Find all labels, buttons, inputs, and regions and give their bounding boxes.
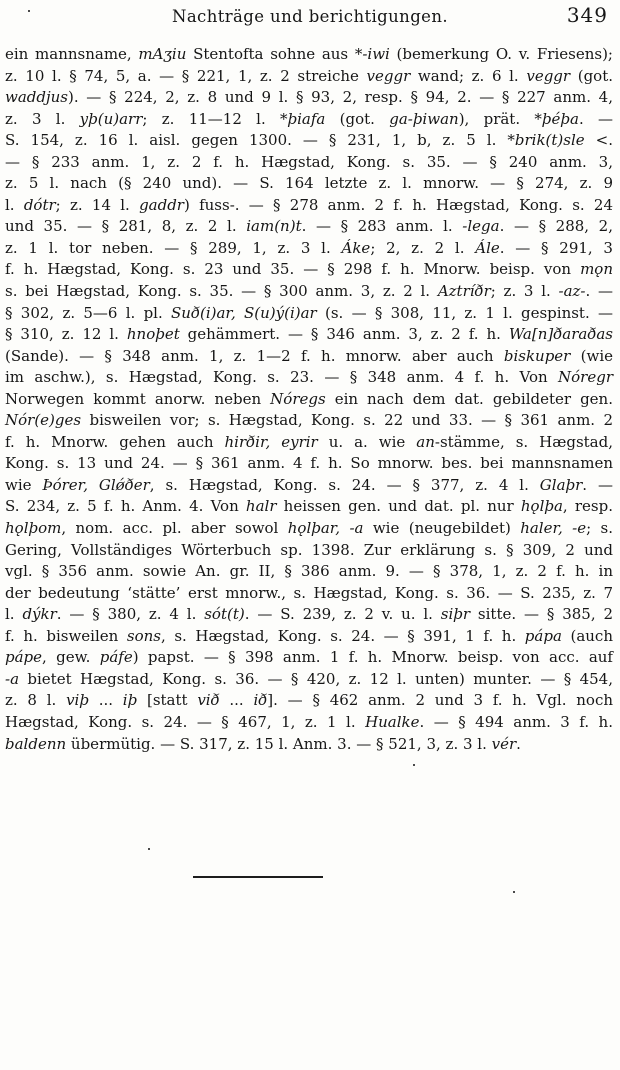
scan-speck (148, 848, 150, 850)
text-line: Hægstad, Kong. s. 24. — § 467, 1, z. 1 l. Hualke. — § 494 anm. 3 f. h. (5, 712, 613, 731)
text-line: im aschw.), s. Hægstad, Kong. s. 23. — § 348 anm. 4 f. h. Von Nóregr (5, 368, 613, 387)
text-line: z. 10 l. § 74, 5, a. — § 221, 1, z. 2 streiche veggr wand; z. 6 l. veggr (got. (5, 66, 613, 85)
text-line: l. dótr; z. 14 l. gaddr) fuss-. — § 278 anm. 2 f. h. Hægstad, Kong. s. 24 (5, 195, 614, 214)
text-line: (Sande). — § 348 anm. 1, z. 1—2 f. h. mnorw. aber auch biskuper (wie (5, 346, 614, 365)
text-line: f. h. Mnorw. gehen auch hirðir, eyrir u. a. wie an-stämme, s. Hægstad, (5, 432, 613, 451)
text-line: z. 1 l. tor neben. — § 289, 1, z. 3 l. Áke; 2, z. 2 l. Ále. — § 291, 3 (5, 238, 613, 257)
text-line: waddjus). — § 224, 2, z. 8 und 9 l. § 93, 2, resp. § 94, 2. — § 227 anm. 4, (5, 88, 613, 107)
text-line: und 35. — § 281, 8, z. 2 l. iam(n)t. — § 283 anm. l. -lega. — § 288, 2, (5, 217, 613, 236)
text-line: baldenn übermütig. — S. 317, z. 15 l. Anm. 3. — § 521, 3, z. 3 l. vér. (5, 734, 521, 753)
text-line: § 310, z. 12 l. hnoþet gehämmert. — § 346 anm. 3, z. 2 f. h. Wa[n]ðaraðas (5, 325, 613, 344)
text-line: l. dýkr. — § 380, z. 4 l. sót(t). — S. 239, z. 2 v. u. l. siþr sitte. — § 385, 2 (5, 605, 614, 624)
text-line: f. h. bisweilen sons, s. Hægstad, Kong. s. 24. — § 391, 1 f. h. pápa (auch (5, 626, 613, 645)
text-line: § 302, z. 5—6 l. pl. Suð(i)ar, S(u)ý(i)ar (s. — § 308, 11, z. 1 l. gespinst. — (5, 303, 613, 322)
text-line: wie Þórer, Glǿðer, s. Hægstad, Kong. s. 24. — § 377, z. 4 l. Glaþr. — (5, 475, 613, 494)
text-line: z. 3 l. yþ(u)arr; z. 11—12 l. *þiafa (got. ga-þiwan), prät. *þéþa. — (5, 109, 613, 128)
text-line: hǫlþom, nom. acc. pl. aber sowol hǫlþar, -a wie (neugebildet) haler, -e; s. (5, 519, 613, 538)
text-line: Nór(e)ges bisweilen vor; s. Hægstad, Kong. s. 22 und 33. — § 361 anm. 2 (5, 411, 613, 430)
scan-speck (513, 891, 515, 893)
page-number: 349 (566, 3, 608, 27)
body-text (5, 44, 613, 755)
text-line: s. bei Hægstad, Kong. s. 35. — § 300 anm. 3, z. 2 l. Aztríðr; z. 3 l. -az-. — (5, 282, 613, 301)
text-line: Kong. s. 13 und 24. — § 361 anm. 4 f. h. So mnorw. bes. bei mannsnamen (5, 454, 613, 473)
scan-speck (28, 10, 30, 12)
text-line: vgl. § 356 anm. sowie An. gr. II, § 386 anm. 9. — § 378, 1, z. 2 f. h. in (5, 562, 613, 581)
text-line: f. h. Hægstad, Kong. s. 23 und 35. — § 298 f. h. Mnorw. beisp. von mǫn (5, 260, 613, 279)
page-header-title: Nachträge und berichtigungen. (171, 7, 448, 26)
text-line: der bedeutung ‘stätte’ erst mnorw., s. Hægstad, Kong. s. 36. — S. 235, z. 7 (5, 583, 613, 602)
text-line: — § 233 anm. 1, z. 2 f. h. Hægstad, Kong. s. 35. — § 240 anm. 3, (5, 152, 613, 171)
text-line: ein mannsname, mAʒiu Stentofta sohne aus *-iwi (bemerkung O. v. Friesens); (5, 45, 613, 63)
section-end-rule (193, 876, 323, 878)
text-line: S. 234, z. 5 f. h. Anm. 4. Von halr heissen gen. und dat. pl. nur hǫlþa, resp. (5, 497, 613, 516)
text-line: S. 154, z. 16 l. aisl. gegen 1300. — § 231, 1, b, z. 5 l. *brik(t)sle <. (5, 131, 613, 150)
text-line: pápe, gew. páfe) papst. — § 398 anm. 1 f. h. Mnorw. beisp. von acc. auf (5, 648, 613, 667)
text-line: z. 5 l. nach (§ 240 und). — S. 164 letzte z. l. mnorw. — § 274, z. 9 (5, 174, 613, 193)
text-line: -a bietet Hægstad, Kong. s. 36. — § 420, z. 12 l. unten) munter. — § 454, (5, 669, 613, 688)
text-line: Gering, Vollständiges Wörterbuch sp. 1398. Zur erklärung s. § 309, 2 und (5, 540, 613, 559)
scan-speck (413, 764, 415, 766)
text-line: z. 8 l. viþ ... iþ [statt við ... ið]. — § 462 anm. 2 und 3 f. h. Vgl. noch (5, 691, 614, 710)
text-line: Norwegen kommt anorw. neben Nóregs ein nach dem dat. gebildeter gen. (5, 389, 613, 408)
